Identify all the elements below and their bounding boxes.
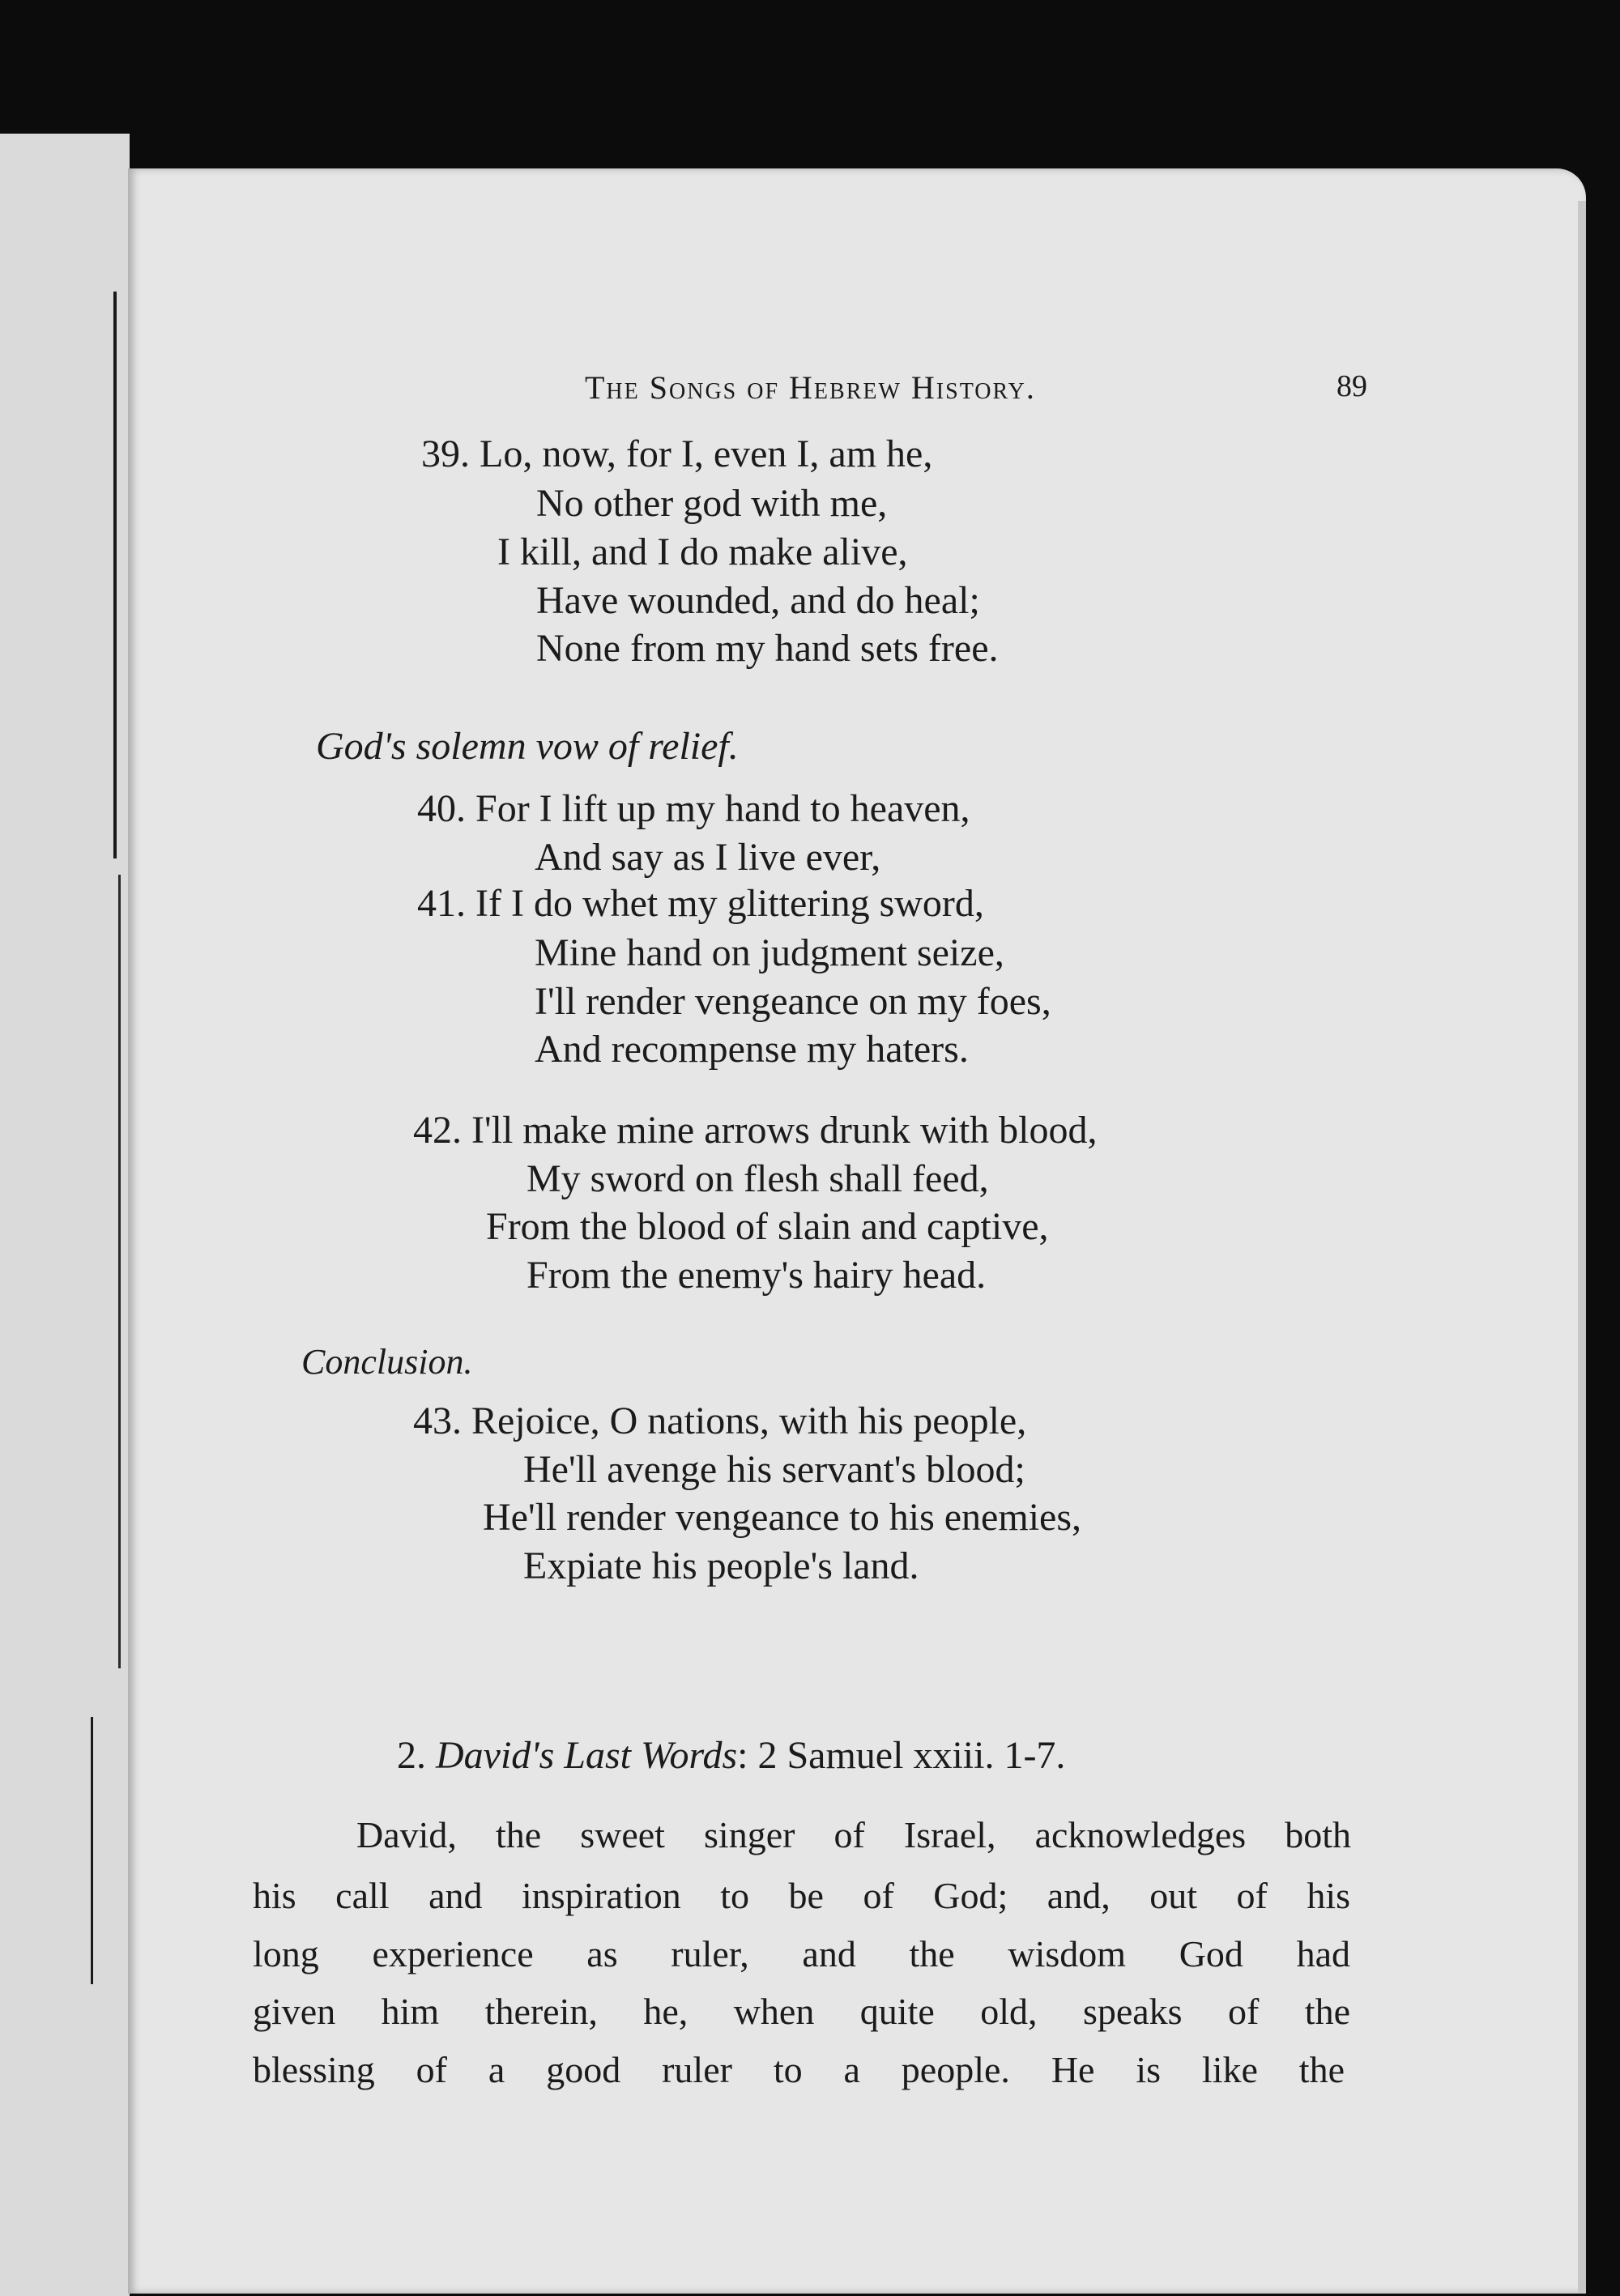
verse-line: Mine hand on judgment seize, bbox=[535, 931, 1004, 974]
verse-line: My sword on flesh shall feed, bbox=[526, 1157, 989, 1200]
verse-line: 40. For I lift up my hand to heaven, bbox=[417, 787, 970, 830]
section-number: 2. bbox=[397, 1734, 426, 1777]
page-number: 89 bbox=[1336, 369, 1367, 403]
paragraph-line: long experience as ruler, and the wisdom God had bbox=[253, 1933, 1350, 1974]
section-reference: : 2 Samuel xxiii. 1-7. bbox=[737, 1734, 1066, 1777]
verse-line: From the blood of slain and captive, bbox=[486, 1205, 1049, 1248]
paragraph-line: David, the sweet singer of Israel, acknowledges both bbox=[356, 1814, 1351, 1855]
section-title-text: David's Last Words bbox=[436, 1734, 738, 1777]
paragraph-line: blessing of a good ruler to a people. He is like the bbox=[253, 2049, 1345, 2090]
section-title bbox=[397, 1733, 1065, 1778]
verse-line: And recompense my haters. bbox=[535, 1028, 969, 1071]
verse-line: And say as I live ever, bbox=[535, 836, 881, 879]
facing-page-edge bbox=[0, 134, 130, 2296]
verse-line: I'll render vengeance on my foes, bbox=[535, 980, 1051, 1023]
section-heading: God's solemn vow of relief. bbox=[316, 725, 739, 768]
verse-line: 41. If I do whet my glittering sword, bbox=[417, 882, 984, 925]
section-heading: Conclusion. bbox=[301, 1342, 473, 1382]
verse-line: He'll render vengeance to his enemies, bbox=[483, 1496, 1082, 1539]
binding-line bbox=[118, 875, 121, 1668]
verse-line: From the enemy's hairy head. bbox=[526, 1254, 987, 1297]
verse-line: I kill, and I do make alive, bbox=[497, 530, 908, 573]
verse-line: Expiate his people's land. bbox=[523, 1544, 919, 1587]
page-header bbox=[0, 368, 1620, 417]
page-edge bbox=[1578, 201, 1586, 2294]
verse-line: He'll avenge his servant's blood; bbox=[523, 1448, 1025, 1491]
verse-line: No other god with me, bbox=[536, 482, 888, 525]
verse-line: Have wounded, and do heal; bbox=[536, 579, 980, 622]
verse-line: None from my hand sets free. bbox=[536, 627, 999, 670]
paragraph-line: his call and inspiration to be of God; and, out of his bbox=[253, 1875, 1350, 1916]
binding-line bbox=[91, 1717, 93, 1984]
verse-line: 39. Lo, now, for I, even I, am he, bbox=[421, 432, 933, 475]
running-head: The Songs of Hebrew History. bbox=[585, 369, 1036, 406]
paragraph-line: given him therein, he, when quite old, speaks of the bbox=[253, 1991, 1350, 2032]
verse-line: 43. Rejoice, O nations, with his people, bbox=[413, 1399, 1027, 1442]
verse-line: 42. I'll make mine arrows drunk with blood, bbox=[413, 1109, 1098, 1152]
